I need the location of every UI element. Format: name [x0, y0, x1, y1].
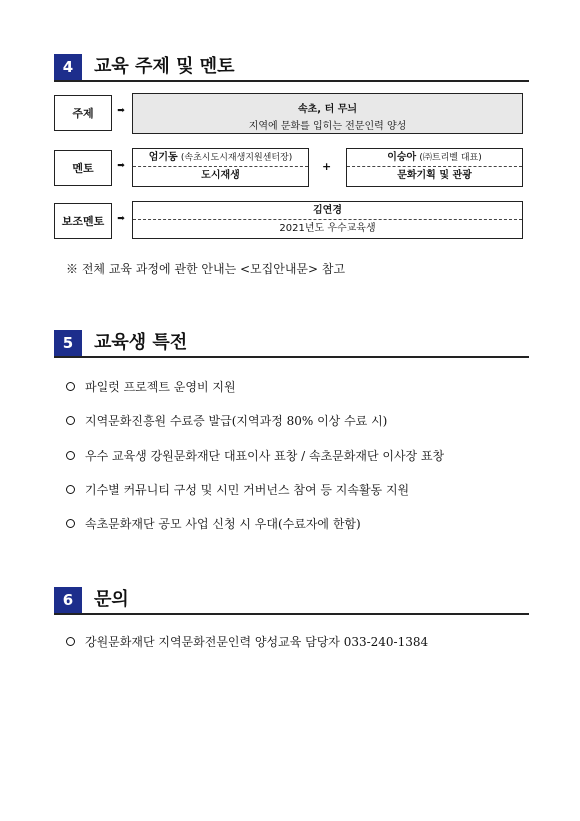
section-5-header: [54, 330, 529, 358]
circle-bullet-icon: [66, 485, 75, 494]
list-item: 파일럿 프로젝트 운영비 지원: [66, 378, 236, 395]
reference-note: ※ 전체 교육 과정에 관한 안내는 <모집안내문> 참고: [66, 262, 346, 276]
list-item: 우수 교육생 강원문화재단 대표이사 표창 / 속초문화재단 이사장 표창: [66, 447, 444, 464]
arrow-icon: ➡: [117, 106, 125, 116]
plus-icon: +: [322, 160, 332, 173]
list-item: 강원문화재단 지역문화전문인력 양성교육 담당자 033-240-1384: [66, 633, 428, 650]
assistant-mentor-desc: 2021년도 우수교육생: [279, 223, 376, 234]
section-title: 문의: [94, 589, 129, 610]
mentor-label: 멘토: [54, 150, 112, 186]
circle-bullet-icon: [66, 451, 75, 460]
section-6-header: [54, 587, 529, 615]
arrow-icon: ➡: [117, 161, 125, 171]
mentor1-field: 도시재생: [201, 170, 240, 181]
topic-desc: 지역에 문화를 입히는 전문인력 양성: [248, 121, 407, 132]
mentor2-box: [346, 148, 523, 187]
circle-bullet-icon: [66, 416, 75, 425]
section-number: 6: [54, 587, 82, 613]
mentor1-affiliation: (속초시도시재생지원센터장): [180, 153, 293, 163]
mentor1-box: [132, 148, 309, 187]
circle-bullet-icon: [66, 637, 75, 646]
assistant-mentor-box: [132, 201, 523, 239]
topic-box: [132, 93, 523, 134]
assistant-mentor-name: 김연경: [313, 205, 342, 216]
list-item: 기수별 커뮤니티 구성 및 시민 거버넌스 참여 등 지속활동 지원: [66, 481, 409, 498]
topic-title: 속초, 터 무늬: [297, 104, 358, 115]
mentor2-field: 문화기획 및 관광: [397, 170, 472, 181]
assistant-mentor-label: 보조멘토: [54, 203, 112, 239]
mentor2-name: 이승아: [387, 152, 417, 163]
topic-label: 주제: [54, 95, 112, 131]
mentor2-affiliation: (㈜트리벨 대표): [419, 153, 482, 163]
section-number: 5: [54, 330, 82, 356]
section-title: 교육생 특전: [94, 332, 188, 353]
circle-bullet-icon: [66, 519, 75, 528]
section-title: 교육 주제 및 멘토: [94, 56, 235, 77]
list-item: 지역문화진흥원 수료증 발급(지역과정 80% 이상 수료 시): [66, 412, 387, 429]
section-number: 4: [54, 54, 82, 80]
list-item: 속초문화재단 공모 사업 신청 시 우대(수료자에 한함): [66, 515, 361, 532]
section-4-header: [54, 54, 529, 82]
mentor1-name: 엄기동: [148, 152, 178, 163]
circle-bullet-icon: [66, 382, 75, 391]
arrow-icon: ➡: [117, 214, 125, 224]
